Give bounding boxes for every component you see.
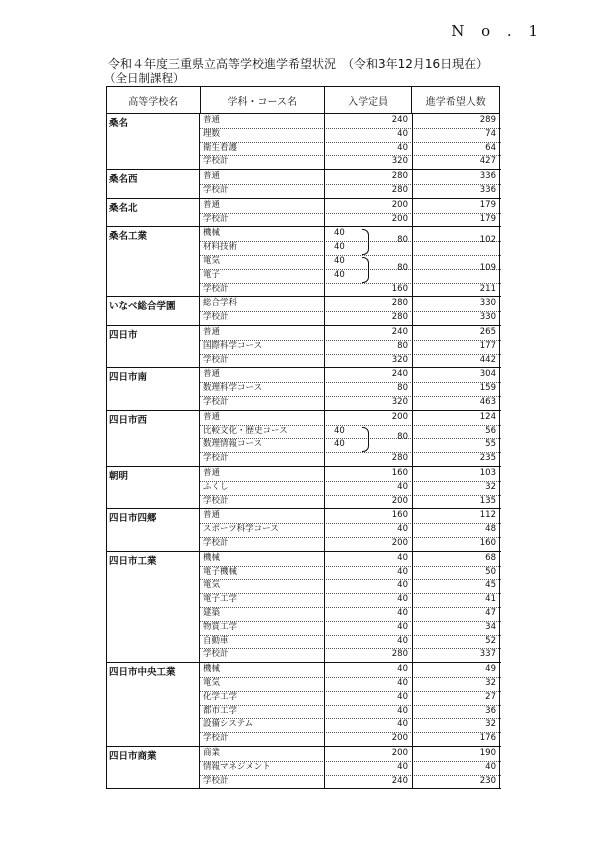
applicants-value: 34 (485, 621, 496, 632)
column-divider (324, 114, 325, 789)
merged-quota-bracket (362, 257, 369, 283)
quota-value: 40 (397, 635, 408, 646)
applicants-value: 55 (485, 439, 496, 450)
department-name: 都市工学 (203, 705, 238, 716)
department-name: 比較文化・歴史コース (203, 425, 288, 436)
department-sub-quota: 40 (334, 439, 345, 450)
applicants-value: 52 (485, 635, 496, 646)
applicants-value: 50 (485, 566, 496, 577)
table-row (200, 114, 501, 129)
department-sub-quota: 40 (334, 242, 345, 253)
department-name: 普通 (203, 171, 221, 182)
department-name: 電子機械 (203, 566, 238, 577)
quota-value: 40 (397, 705, 408, 716)
department-name: 電気 (203, 255, 221, 266)
quota-value: 40 (397, 566, 408, 577)
applicants-value: 336 (479, 171, 496, 182)
applicants-value: 230 (479, 775, 496, 786)
applicants-value: 124 (479, 411, 496, 422)
merged-quota-bracket (362, 229, 369, 255)
table-row (200, 199, 501, 214)
merged-applicants-value: 102 (479, 235, 496, 246)
quota-value: 40 (397, 580, 408, 591)
applicants-value: 190 (479, 748, 496, 758)
table-row (200, 607, 501, 622)
quota-value: 200 (391, 733, 408, 744)
table-row (200, 677, 501, 692)
school-total-row (200, 155, 501, 169)
header-school-name: 高等学校名 (128, 96, 179, 108)
applicants-value: 103 (479, 468, 496, 478)
school-total-row (200, 648, 501, 662)
table-row (200, 593, 501, 608)
table-row (200, 382, 501, 397)
quota-value: 200 (391, 411, 408, 422)
quota-value: 200 (391, 213, 408, 224)
department-name: 設備システム (203, 719, 254, 730)
applicants-value: 289 (479, 115, 496, 125)
school-total-row (200, 775, 501, 789)
department-name: 材料技術 (203, 242, 238, 253)
school-group (107, 227, 501, 297)
applicants-value: 330 (479, 312, 496, 323)
applicants-value: 265 (479, 327, 496, 337)
department-name: 化学工学 (203, 691, 238, 702)
school-name: 桑名 (109, 118, 129, 129)
applicants-value: 68 (485, 552, 496, 563)
department-name: 普通 (203, 115, 221, 125)
department-name: 学校計 (203, 312, 229, 323)
course-type-label: （全日制課程） (104, 71, 185, 85)
quota-value: 160 (391, 283, 408, 294)
department-name: 学校計 (203, 537, 229, 548)
applicants-value: 36 (485, 705, 496, 716)
department-name: 数理科学コース (203, 383, 263, 394)
quota-value: 320 (391, 354, 408, 365)
header-applicants: 進学希望人数 (411, 87, 499, 113)
quota-value: 320 (391, 156, 408, 167)
department-name: 学校計 (203, 156, 229, 167)
school-name: 桑名西 (109, 174, 138, 186)
quota-value: 200 (391, 748, 408, 758)
department-name: 学校計 (203, 453, 229, 464)
school-group (107, 411, 501, 467)
school-total-row (200, 184, 501, 198)
table-row (200, 326, 501, 341)
department-name: 普通 (203, 199, 221, 210)
department-name: 学校計 (203, 649, 229, 660)
quota-value: 240 (391, 369, 408, 380)
quota-value: 80 (397, 383, 408, 394)
school-group (107, 170, 501, 199)
quota-value: 240 (391, 327, 408, 337)
department-name: 普通 (203, 411, 221, 422)
department-sub-quota: 40 (334, 228, 345, 239)
department-name: 学校計 (203, 283, 229, 294)
table-row (200, 170, 501, 185)
quota-value: 40 (397, 481, 408, 492)
table-row (200, 579, 501, 594)
school-group (107, 114, 501, 170)
quota-value: 40 (397, 691, 408, 702)
school-total-row (200, 311, 501, 325)
table-row (200, 523, 501, 538)
table-row (200, 635, 501, 650)
quota-value: 280 (391, 184, 408, 195)
department-name: 数理情報コース (203, 439, 263, 450)
applicants-value: 337 (479, 649, 496, 660)
quota-value: 280 (391, 298, 408, 309)
department-name: 学校計 (203, 396, 229, 407)
department-name: 学校計 (203, 354, 229, 365)
applicants-value: 177 (479, 340, 496, 351)
applicants-value: 179 (479, 199, 496, 210)
merged-quota-value: 80 (397, 262, 408, 273)
school-name: 朝明 (109, 471, 129, 482)
applicants-value: 56 (485, 425, 496, 436)
department-name: 電子 (203, 269, 221, 280)
quota-value: 80 (397, 340, 408, 351)
department-sub-quota: 40 (334, 255, 345, 266)
table-row (200, 718, 501, 733)
applicants-value: 48 (485, 524, 496, 535)
applicants-value: 211 (479, 283, 496, 294)
table-row (200, 509, 501, 524)
school-total-row (200, 452, 501, 466)
quota-value: 40 (397, 719, 408, 730)
quota-value: 160 (391, 468, 408, 478)
applicants-value: 74 (485, 128, 496, 139)
table-row (200, 663, 501, 678)
table-row (200, 340, 501, 355)
quota-value: 240 (391, 775, 408, 786)
quota-value: 280 (391, 453, 408, 464)
applicants-value: 235 (479, 453, 496, 464)
quota-value: 40 (397, 664, 408, 675)
school-name: 四日市四郷 (109, 513, 157, 525)
quota-value: 40 (397, 594, 408, 605)
table-row (200, 411, 501, 426)
department-name: 電子工学 (203, 594, 238, 605)
department-name: 情報マネジメント (203, 761, 271, 772)
table-row (200, 705, 501, 720)
applicants-value: 176 (479, 733, 496, 744)
applicants-value: 40 (485, 761, 496, 772)
school-name: 四日市工業 (109, 555, 157, 567)
quota-value: 280 (391, 312, 408, 323)
merged-quota-value: 80 (397, 235, 408, 246)
quota-value: 320 (391, 396, 408, 407)
school-group (107, 297, 501, 326)
quota-value: 200 (391, 537, 408, 548)
school-name: 桑名北 (109, 202, 138, 214)
department-name: 電気 (203, 677, 221, 688)
department-name: 物質工学 (203, 621, 238, 632)
table-header (106, 86, 500, 114)
quota-value: 200 (391, 199, 408, 210)
school-name: 四日市西 (109, 414, 148, 426)
applicants-value: 32 (485, 481, 496, 492)
quota-value: 160 (391, 510, 408, 521)
department-name: 機械 (203, 552, 221, 563)
applicants-value: 135 (479, 495, 496, 506)
school-name: 四日市中央工業 (109, 667, 176, 679)
applicants-value: 32 (485, 719, 496, 730)
school-total-row (200, 396, 501, 410)
department-name: 普通 (203, 369, 221, 380)
quota-value: 40 (397, 677, 408, 688)
applicants-value: 32 (485, 677, 496, 688)
department-name: 自動車 (203, 635, 229, 646)
table-row (200, 297, 501, 312)
quota-value: 40 (397, 128, 408, 139)
department-name: 建築 (203, 607, 221, 618)
applicants-value: 27 (485, 691, 496, 702)
applicants-value: 159 (479, 383, 496, 394)
header-department: 学科・コース名 (200, 87, 324, 113)
school-total-row (200, 354, 501, 368)
department-sub-quota: 40 (334, 425, 345, 436)
quota-value: 40 (397, 761, 408, 772)
school-total-row (200, 495, 501, 509)
department-name: 衛生看護 (203, 142, 238, 153)
table-row (200, 368, 501, 383)
school-group (107, 552, 501, 663)
quota-value: 200 (391, 495, 408, 506)
department-name: 総合学科 (203, 298, 238, 309)
department-name: 国際科学コース (203, 340, 263, 351)
applicants-value: 160 (479, 537, 496, 548)
applicants-value: 336 (479, 184, 496, 195)
quota-value: 280 (391, 649, 408, 660)
school-group (107, 747, 501, 789)
school-group (107, 509, 501, 551)
department-name: 学校計 (203, 213, 229, 224)
quota-value: 40 (397, 552, 408, 563)
table-row (200, 425, 501, 443)
school-total-row (200, 732, 501, 746)
department-name: 理数 (203, 128, 221, 139)
school-total-row (200, 283, 501, 297)
applicants-value: 179 (479, 213, 496, 224)
applicants-value: 64 (485, 142, 496, 153)
applicants-value: 330 (479, 298, 496, 309)
table-row (200, 128, 501, 143)
table-row (200, 438, 501, 453)
document-title: 令和４年度三重県立高等学校進学希望状況 （令和3年12月16日現在） (108, 57, 489, 71)
school-name: 桑名工業 (109, 231, 148, 243)
table-row (200, 621, 501, 636)
column-divider (199, 114, 200, 789)
school-name: 四日市商業 (109, 751, 157, 762)
applicants-value: 304 (479, 369, 496, 380)
department-name: 普通 (203, 327, 221, 337)
department-sub-quota: 40 (334, 269, 345, 280)
applicants-value: 47 (485, 607, 496, 618)
applicants-value: 49 (485, 664, 496, 675)
page-number: N o . 1 (451, 22, 544, 40)
table-row (200, 761, 501, 776)
school-group (107, 199, 501, 228)
merged-applicants-value: 109 (479, 262, 496, 273)
applicants-value: 442 (479, 354, 496, 365)
table-row (200, 142, 501, 157)
table-row (200, 566, 501, 581)
applicants-value: 41 (485, 594, 496, 605)
quota-value: 240 (391, 115, 408, 125)
table-row (200, 552, 501, 567)
department-name: 普通 (203, 510, 221, 521)
quota-value: 40 (397, 607, 408, 618)
merged-quota-value: 80 (397, 432, 408, 443)
department-name: ふくし (203, 481, 229, 492)
school-name: 四日市南 (109, 372, 148, 384)
table-row (200, 691, 501, 706)
department-name: スポーツ科学コース (203, 524, 279, 535)
quota-value: 40 (397, 621, 408, 632)
admission-table (106, 114, 500, 789)
department-name: 機械 (203, 228, 221, 239)
merged-quota-bracket (362, 427, 369, 453)
applicants-value: 427 (479, 156, 496, 167)
department-name: 電気 (203, 580, 221, 591)
department-name: 商業 (203, 748, 221, 758)
department-name: 普通 (203, 468, 221, 478)
column-divider (412, 114, 413, 789)
school-group (107, 663, 501, 747)
school-total-row (200, 537, 501, 551)
school-name: 四日市 (109, 330, 138, 341)
quota-value: 280 (391, 171, 408, 182)
school-total-row (200, 213, 501, 227)
school-group (107, 467, 501, 509)
applicants-value: 112 (479, 510, 496, 521)
applicants-value: 463 (479, 396, 496, 407)
applicants-value: 45 (485, 580, 496, 591)
department-name: 学校計 (203, 733, 229, 744)
department-name: 学校計 (203, 184, 229, 195)
department-name: 機械 (203, 664, 221, 675)
school-group (107, 368, 501, 410)
table-row (200, 467, 501, 482)
table-row (200, 747, 501, 762)
department-name: 学校計 (203, 775, 229, 786)
department-name: 学校計 (203, 495, 229, 506)
quota-value: 40 (397, 142, 408, 153)
header-quota: 入学定員 (324, 87, 412, 113)
school-group (107, 326, 501, 368)
quota-value: 40 (397, 524, 408, 535)
school-name: いなべ総合学園 (109, 301, 176, 313)
table-row (200, 481, 501, 496)
